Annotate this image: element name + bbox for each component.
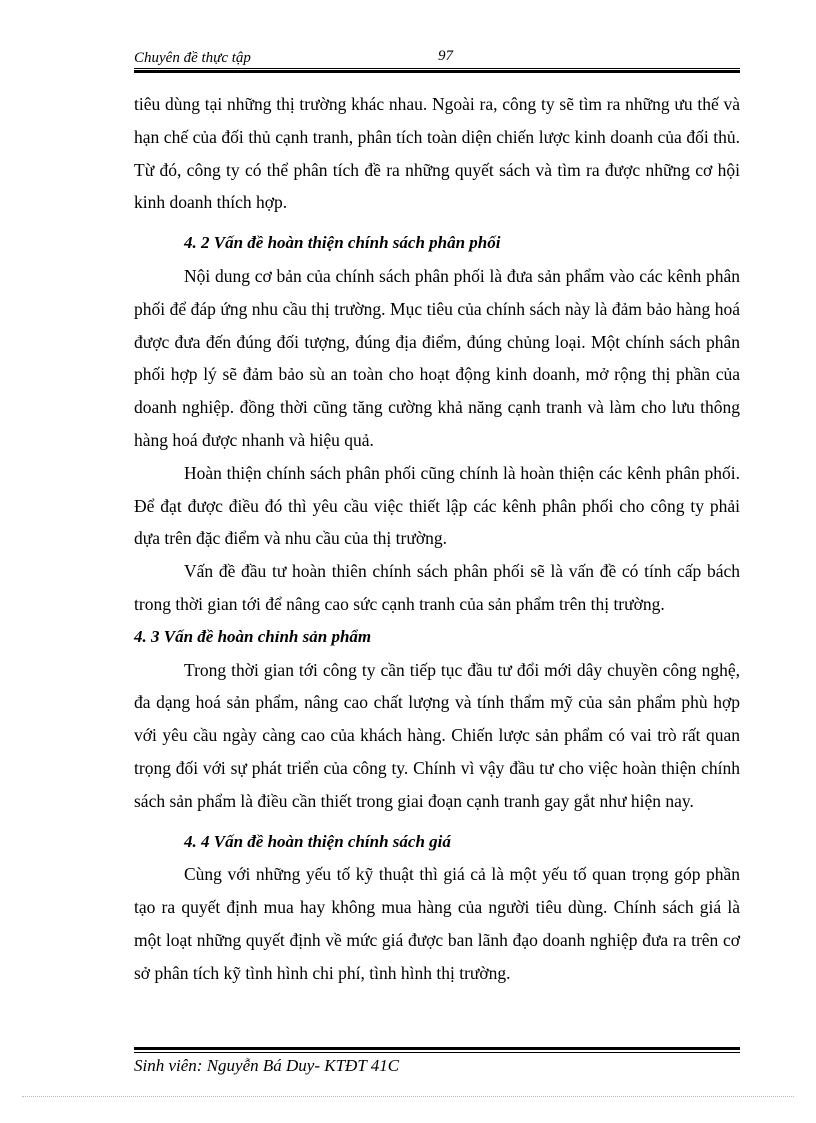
header-rule-thick (134, 70, 740, 73)
spacer (134, 818, 740, 826)
footer-rule-thick (134, 1047, 740, 1050)
section-heading-4-4: 4. 4 Vấn đề hoàn thiện chính sách giá (184, 831, 451, 851)
footer-rule-thin (134, 1052, 740, 1053)
paragraph: Hoàn thiện chính sách phân phối cũng chính là hoàn thiện các kênh phân phối. Để đạt được điều đó thì yêu cầu việc thiết lập các kênh phân phối cho công ty phải dựa trên đặc điểm và nhu cầu của thị trường. (134, 462, 740, 549)
paragraph: tiêu dùng tại những thị trường khác nhau. Ngoài ra, công ty sẽ tìm ra những ưu thế và hạn chế của đối thủ cạnh tranh, phân tích toàn diện chiến lược kinh doanh của đối thủ. Từ đó, công ty có thể phân tích đề ra những quyết sách và tìm ra được những cơ hội kinh doanh thích hợp. (134, 94, 740, 213)
paragraph: Nội dung cơ bản của chính sách phân phối là đưa sản phẩm vào các kênh phân phối để đáp ứng nhu cầu thị trường. Mục tiêu của chính sách này là đảm bảo hàng hoá được đưa đến đúng đối tượng, đúng địa điểm, đúng chủng loại. Một chính sách phân phối hợp lý sẽ đảm bảo sù an toàn cho hoạt động kinh doanh, mở rộng thị phần của doanh nghiệp. đồng thời cũng tăng cường khả năng cạnh tranh và làm cho lưu thông hàng hoá được nhanh và hiệu quả. (134, 265, 740, 450)
page-number: 97 (438, 48, 453, 64)
paragraph: Trong thời gian tới công ty cần tiếp tục đầu tư đổi mới dây chuyền công nghệ, đa dạng hoá sản phẩm, nâng cao chất lượng và tính thẩm mỹ của sản phẩm phù hợp với yêu cầu ngày càng cao của khách hàng. Chiến lược sản phẩm có vai trò rất quan trọng đối với sự phát triển của công ty. Chính vì vậy đầu tư cho việc hoàn thiện chính sách sản phẩm là điều cần thiết trong giai đoạn cạnh tranh gay gắt như hiện nay. (134, 659, 740, 811)
footer-author: Sinh viên: Nguyễn Bá Duy- KTĐT 41C (134, 1056, 400, 1075)
header-rule-thin (134, 68, 740, 69)
document-title: Chuyên đề thực tập (134, 50, 251, 66)
section-heading-4-2: 4. 2 Vấn đề hoàn thiện chính sách phân phối (184, 233, 501, 253)
page-bottom-border (22, 1096, 794, 1097)
paragraph: Vấn đề đầu tư hoàn thiên chính sách phân phối sẽ là vấn đề có tính cấp bách trong thời gian tới để nâng cao sức cạnh tranh của sản phẩm trên thị trường. (134, 561, 740, 614)
spacer (134, 219, 740, 227)
section-heading-4-3: 4. 3 Vấn đề hoàn chỉnh sản phẩm (134, 626, 372, 646)
page-content (134, 88, 740, 990)
paragraph: Cùng với những yếu tố kỹ thuật thì giá cả là một yếu tố quan trọng góp phần tạo ra quyết định mua hay không mua hàng của người tiêu dùng. Chính sách giá là một loạt những quyết định về mức giá được ban lãnh đạo doanh nghiệp đưa ra trên cơ sở phân tích kỹ tình hình chi phí, tình hình thị trường. (134, 864, 740, 983)
